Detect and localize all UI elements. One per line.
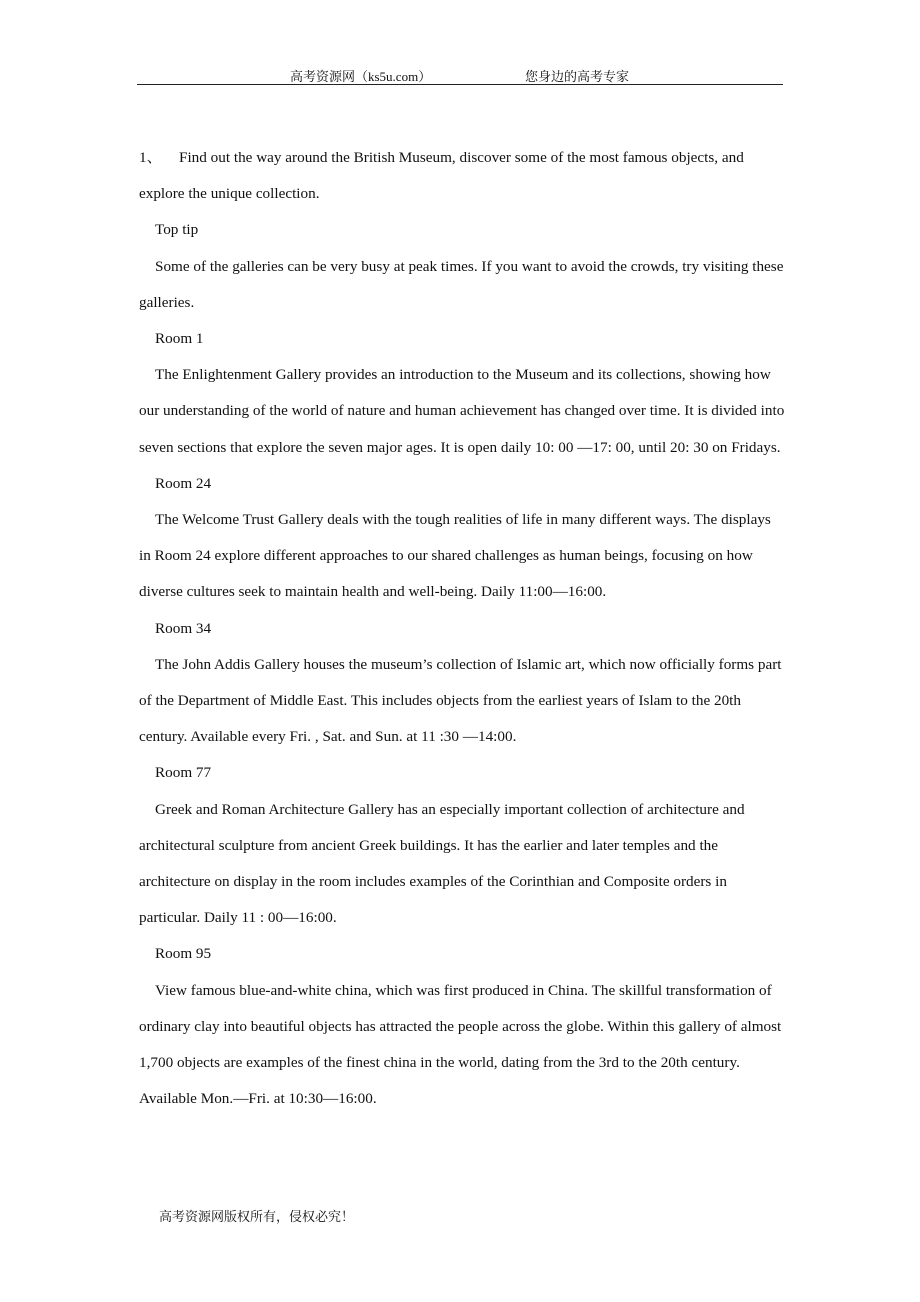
room-description: View famous blue-and-white china, which was first produced in China. The skillful transformation of ordinary clay into beautiful objects has attracted the people across the globe. Within this gallery of almost 1,700 objects are examples of the finest china in the world, dating from the 3rd to the 20th century. Available Mon.—Fri. at 10:30—16:00. [139, 981, 782, 1108]
header-slogan: 您身边的高考专家 [525, 69, 630, 84]
header-divider [137, 84, 783, 85]
room-title: Room 34 [155, 619, 212, 637]
room-description: The John Addis Gallery houses the museum’s collection of Islamic art, which now officially forms part of the Department of Middle East. This includes objects from the earliest years of Islam to the 20th century. Available every Fri. , Sat. and Sun. at 11 :30 —14:00. [139, 655, 782, 746]
room-description: The Enlightenment Gallery provides an introduction to the Museum and its collections, showing how our understanding of the world of nature and human achievement has changed over time. It is divided into seven sections that explore the seven major ages. It is open daily 10: 00 —17: 00, until 20: 30 on Fridays. [139, 366, 785, 456]
room-title: Room 95 [155, 945, 212, 963]
top-tip-text: Some of the galleries can be very busy at peak times. If you want to avoid the crowds, try visiting these galleries. [139, 257, 784, 311]
room-title: Room 77 [155, 764, 212, 782]
page-header [0, 64, 920, 86]
top-tip-heading: Top tip [155, 221, 199, 239]
room-title: Room 1 [155, 330, 204, 348]
question-number: 1、 [139, 149, 162, 166]
page-footer-copyright: 高考资源网版权所有，侵权必究！ [159, 1209, 355, 1224]
room-title: Room 24 [155, 474, 212, 492]
question-intro-text: Find out the way around the British Museum, discover some of the most famous objects, and explore the unique collection. [139, 149, 744, 203]
document-body [139, 140, 785, 1117]
room-description: The Welcome Trust Gallery deals with the tough realities of life in many different ways. The displays in Room 24 explore different approaches to our shared challenges as human beings, focusing on how diverse cultures seek to maintain health and well-being. Daily 11:00—16:00. [139, 511, 771, 601]
question-intro [139, 140, 785, 212]
header-site-name: 高考资源网（ks5u.com） [290, 69, 432, 84]
room-description: Greek and Roman Architecture Gallery has an especially important collection of architecture and architectural sculpture from ancient Greek buildings. It has the earlier and later temples and the architecture on display in the room includes examples of the Corinthian and Composite orders in particular. Daily 11 : 00—16:00. [139, 800, 745, 927]
